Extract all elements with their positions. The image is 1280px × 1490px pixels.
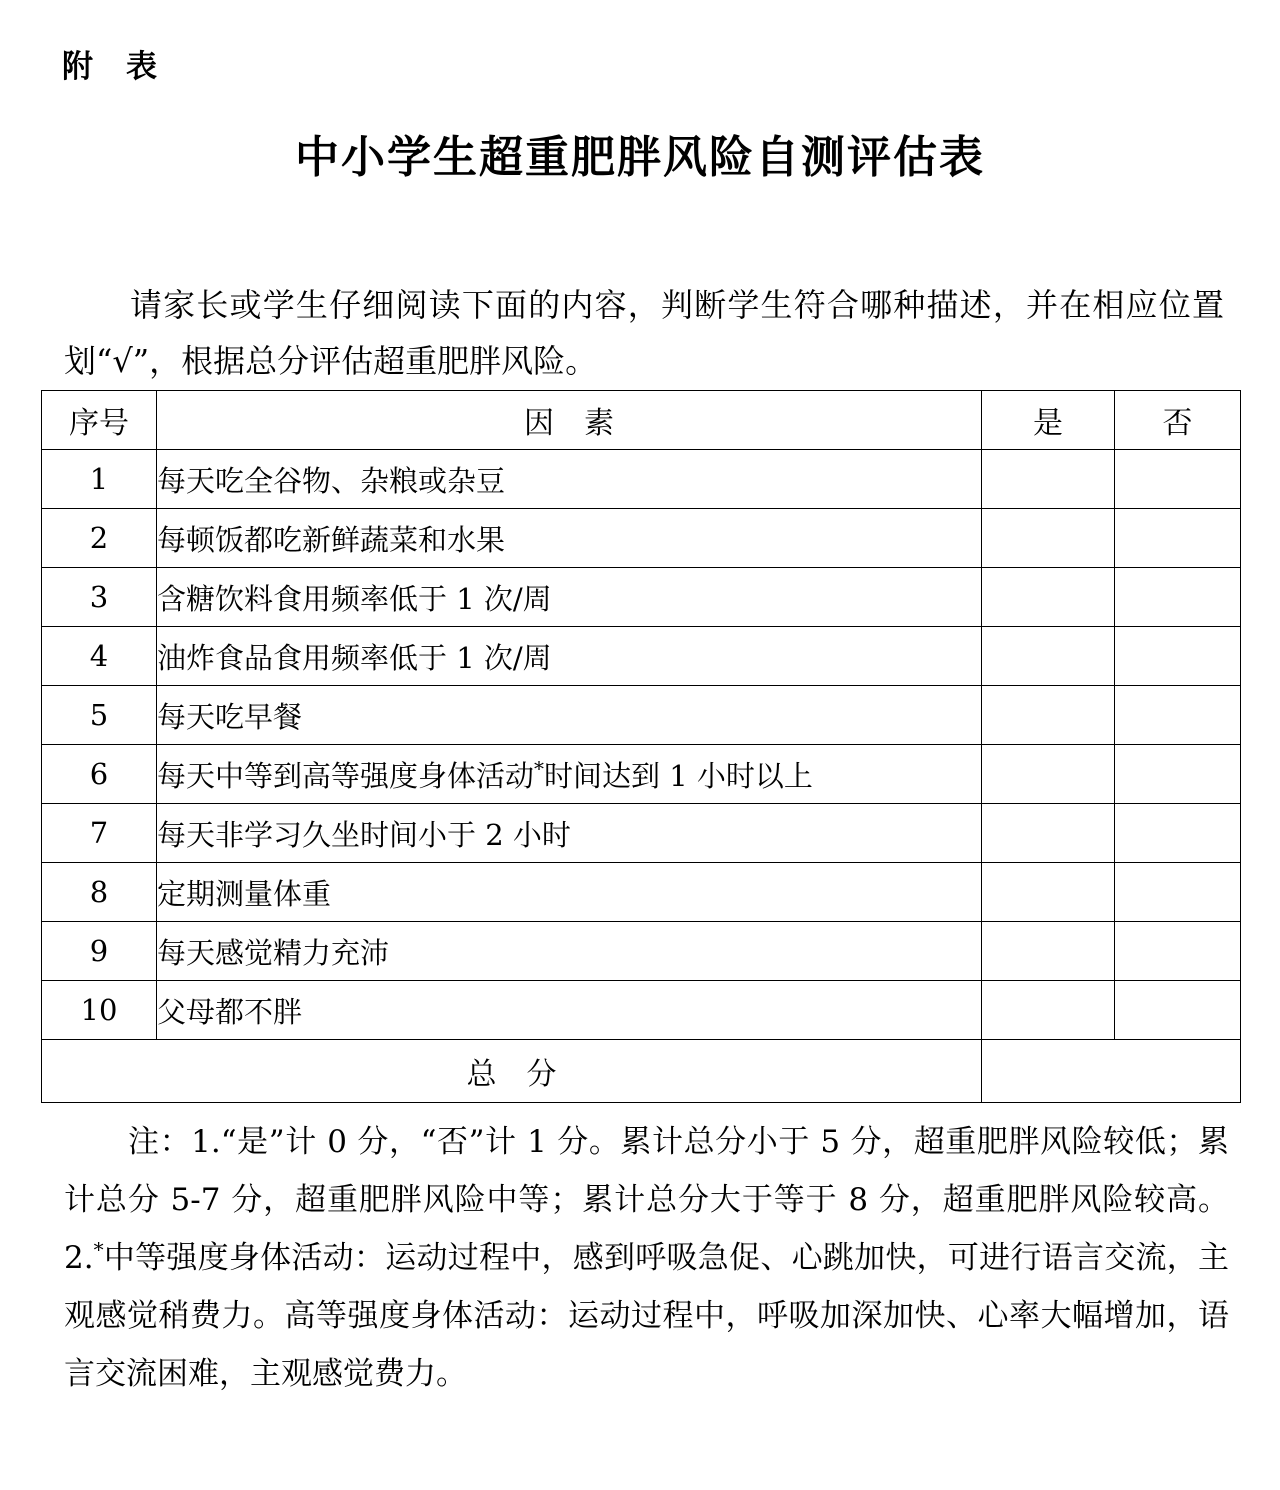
row-factor [157, 745, 982, 804]
row-factor: 定期测量体重 [157, 863, 982, 922]
page-title: 中小学生超重肥胖风险自测评估表 [295, 132, 985, 183]
risk-assessment-table [41, 390, 1241, 1103]
row-yes-checkbox-cell[interactable] [982, 509, 1115, 568]
attachment-label: 附 表 [62, 49, 158, 85]
row-number: 5 [42, 686, 157, 745]
row-factor-text: 每天中等到高等强度身体活动 [157, 758, 535, 793]
table-row [42, 863, 1241, 922]
table-row [42, 450, 1241, 509]
risk-assessment-table-wrapper [41, 390, 1238, 1103]
footnote-prefix: 注：1.“是”计 0 分，“否”计 1 分。累计总分小于 5 分，超重肥胖风险较低；累计总分 5-7 分，超重肥胖风险中等；累计总分大于等于 8 分，超重肥胖风险较高。2. [64, 1124, 1229, 1276]
row-number: 4 [42, 627, 157, 686]
row-number: 10 [42, 981, 157, 1040]
row-yes-checkbox-cell[interactable] [982, 568, 1115, 627]
row-yes-checkbox-cell[interactable] [982, 804, 1115, 863]
column-header-yes: 是 [982, 391, 1115, 450]
row-no-checkbox-cell[interactable] [1115, 804, 1241, 863]
row-factor: 每天吃全谷物、杂粮或杂豆 [157, 450, 982, 509]
row-factor: 每天感觉精力充沛 [157, 922, 982, 981]
footnote [64, 1113, 1229, 1403]
row-number: 3 [42, 568, 157, 627]
table-row [42, 627, 1241, 686]
row-no-checkbox-cell[interactable] [1115, 568, 1241, 627]
row-no-checkbox-cell[interactable] [1115, 745, 1241, 804]
row-number: 7 [42, 804, 157, 863]
row-number: 9 [42, 922, 157, 981]
row-factor: 含糖饮料食用频率低于 1 次/周 [157, 568, 982, 627]
row-no-checkbox-cell[interactable] [1115, 509, 1241, 568]
row-factor: 油炸食品食用频率低于 1 次/周 [157, 627, 982, 686]
row-no-checkbox-cell[interactable] [1115, 627, 1241, 686]
row-no-checkbox-cell[interactable] [1115, 450, 1241, 509]
table-row [42, 922, 1241, 981]
row-yes-checkbox-cell[interactable] [982, 981, 1115, 1040]
row-factor-text-tail: 时间达到 1 小时以上 [544, 758, 813, 793]
column-header-no: 否 [1115, 391, 1241, 450]
footnote-asterisk: * [93, 1237, 104, 1262]
table-row [42, 509, 1241, 568]
table-row [42, 981, 1241, 1040]
row-number: 6 [42, 745, 157, 804]
row-factor: 每天非学习久坐时间小于 2 小时 [157, 804, 982, 863]
row-factor: 父母都不胖 [157, 981, 982, 1040]
row-yes-checkbox-cell[interactable] [982, 922, 1115, 981]
total-score-row [42, 1040, 1241, 1103]
row-yes-checkbox-cell[interactable] [982, 863, 1115, 922]
row-factor-asterisk: * [534, 755, 545, 780]
table-row [42, 804, 1241, 863]
row-no-checkbox-cell[interactable] [1115, 981, 1241, 1040]
column-header-factor: 因 素 [157, 391, 982, 450]
row-number: 8 [42, 863, 157, 922]
table-header-row [42, 391, 1241, 450]
table-row [42, 745, 1241, 804]
row-factor: 每天吃早餐 [157, 686, 982, 745]
total-score-label: 总 分 [42, 1040, 982, 1103]
row-yes-checkbox-cell[interactable] [982, 450, 1115, 509]
table-row [42, 568, 1241, 627]
row-no-checkbox-cell[interactable] [1115, 686, 1241, 745]
column-header-no: 序号 [42, 391, 157, 450]
footnote-suffix: 中等强度身体活动：运动过程中，感到呼吸急促、心跳加快，可进行语言交流，主观感觉稍费力。高等强度身体活动：运动过程中，呼吸加深加快、心率大幅增加，语言交流困难，主观感觉费力。 [64, 1240, 1229, 1392]
intro-paragraph: 请家长或学生仔细阅读下面的内容，判断学生符合哪种描述，并在相应位置划“√”，根据总分评估超重肥胖风险。 [64, 286, 1224, 380]
row-no-checkbox-cell[interactable] [1115, 863, 1241, 922]
row-factor: 每顿饭都吃新鲜蔬菜和水果 [157, 509, 982, 568]
row-no-checkbox-cell[interactable] [1115, 922, 1241, 981]
row-number: 2 [42, 509, 157, 568]
table-row [42, 686, 1241, 745]
row-number: 1 [42, 450, 157, 509]
row-yes-checkbox-cell[interactable] [982, 686, 1115, 745]
row-yes-checkbox-cell[interactable] [982, 745, 1115, 804]
row-yes-checkbox-cell[interactable] [982, 627, 1115, 686]
total-score-input-cell[interactable] [982, 1040, 1241, 1103]
